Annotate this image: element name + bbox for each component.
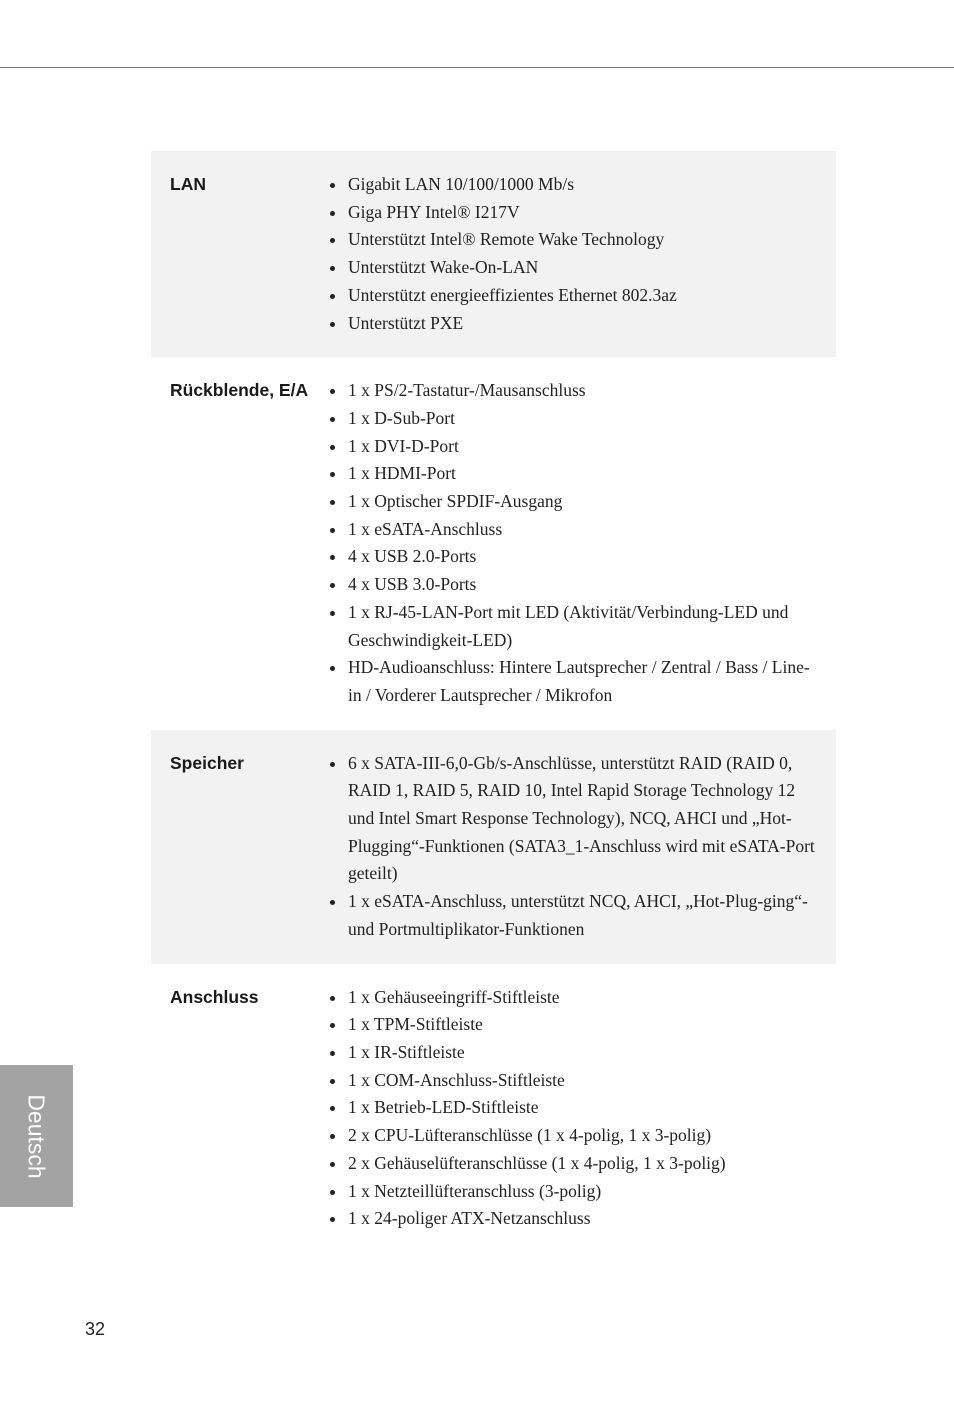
spec-item: 1 x eSATA-Anschluss, unterstützt NCQ, AHCI, „Hot-Plug-ging“- und Portmultiplikator-Funktionen	[328, 888, 816, 943]
spec-item: 4 x USB 2.0-Ports	[328, 543, 816, 571]
spec-item: Giga PHY Intel® I217V	[328, 199, 816, 227]
spec-item: 2 x Gehäuselüfteranschlüsse (1 x 4-polig, 1 x 3-polig)	[328, 1150, 816, 1178]
spec-label-storage: Speicher	[170, 752, 244, 773]
spec-list-lan	[328, 171, 816, 337]
language-side-tab	[0, 1065, 73, 1207]
spec-list-storage	[328, 750, 816, 944]
spec-row-connectors	[151, 964, 836, 1253]
spec-item: 1 x eSATA-Anschluss	[328, 516, 816, 544]
spec-item: 1 x Betrieb-LED-Stiftleiste	[328, 1094, 816, 1122]
spec-label-lan: LAN	[170, 174, 206, 194]
spec-item: 1 x RJ-45-LAN-Port mit LED (Aktivität/Verbindung-LED und Geschwindigkeit-LED)	[328, 599, 816, 654]
spec-item: Unterstützt PXE	[328, 310, 816, 338]
spec-item: 1 x DVI-D-Port	[328, 433, 816, 461]
spec-item: 1 x Netzteillüfteranschluss (3-polig)	[328, 1178, 816, 1206]
spec-item: 1 x COM-Anschluss-Stiftleiste	[328, 1067, 816, 1095]
spec-table	[151, 151, 836, 1253]
spec-item: 1 x PS/2-Tastatur-/Mausanschluss	[328, 377, 816, 405]
spec-item: 4 x USB 3.0-Ports	[328, 571, 816, 599]
spec-row-rear-panel	[151, 357, 836, 729]
spec-item: HD-Audioanschluss: Hintere Lautsprecher / Zentral / Bass / Line-in / Vorderer Lautsprecher / Mikrofon	[328, 654, 816, 709]
spec-item: Unterstützt energieeffizientes Ethernet 802.3az	[328, 282, 816, 310]
spec-item: 1 x TPM-Stiftleiste	[328, 1011, 816, 1039]
spec-row-storage	[151, 730, 836, 964]
spec-list-rear-panel	[328, 377, 816, 709]
spec-item: 1 x 24-poliger ATX-Netzanschluss	[328, 1205, 816, 1233]
spec-item: 1 x Gehäuseeingriff-Stiftleiste	[328, 984, 816, 1012]
spec-item: 1 x D-Sub-Port	[328, 405, 816, 433]
language-side-tab-label: Deutsch	[24, 1093, 50, 1179]
spec-label-rear-panel: Rückblende, E/A	[170, 380, 309, 401]
spec-list-connectors	[328, 984, 816, 1233]
spec-item: 2 x CPU-Lüfteranschlüsse (1 x 4-polig, 1 x 3-polig)	[328, 1122, 816, 1150]
spec-item: Unterstützt Intel® Remote Wake Technology	[328, 226, 816, 254]
spec-item: Unterstützt Wake-On-LAN	[328, 254, 816, 282]
spec-item: 1 x Optischer SPDIF-Ausgang	[328, 488, 816, 516]
spec-item: 1 x IR-Stiftleiste	[328, 1039, 816, 1067]
spec-label-connectors: Anschluss	[170, 986, 259, 1007]
spec-item: 1 x HDMI-Port	[328, 460, 816, 488]
page-number: 32	[85, 1319, 106, 1339]
spec-item: 6 x SATA-III-6,0-Gb/s-Anschlüsse, unterstützt RAID (RAID 0, RAID 1, RAID 5, RAID 10, Intel Rapid Storage Technology 12 und Intel Smart Response Technology), NCQ, AHCI und „Hot-Plugging“-Funktionen (SATA3_1-Anschluss wird mit eSATA-Port geteilt)	[328, 750, 816, 889]
spec-item: Gigabit LAN 10/100/1000 Mb/s	[328, 171, 816, 199]
header-rule	[0, 67, 954, 68]
spec-row-lan	[151, 151, 836, 357]
